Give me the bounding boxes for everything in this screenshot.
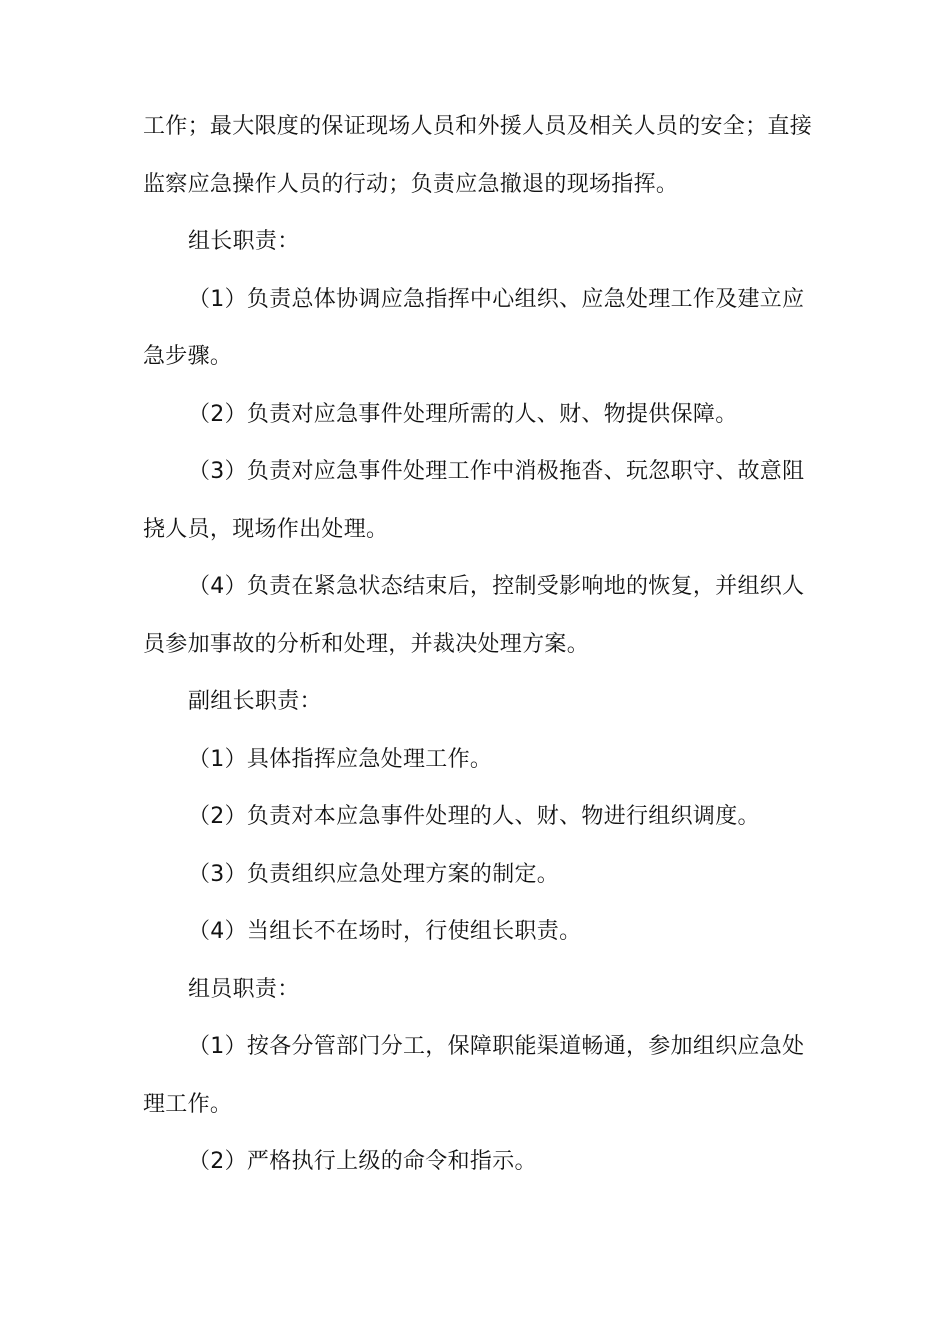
list-item: （3）负责对应急事件处理工作中消极拖沓、玩忽职守、故意阻 (188, 459, 805, 484)
list-item: （2）负责对应急事件处理所需的人、财、物提供保障。 (188, 401, 738, 427)
list-item: （1）按各分管部门分工，保障职能渠道畅通，参加组织应急处 (188, 1034, 805, 1059)
list-item-continuation: 挠人员，现场作出处理。 (143, 516, 389, 542)
list-item: （1）负责总体协调应急指挥中心组织、应急处理工作及建立应 (188, 286, 805, 312)
paragraph-line: 工作；最大限度的保证现场人员和外援人员及相关人员的安全；直接 (143, 114, 813, 139)
document-body (143, 98, 813, 1191)
list-item-continuation: 急步骤。 (143, 344, 233, 369)
section-heading-deputy: 副组长职责： (188, 689, 322, 714)
section-heading-members: 组员职责： (188, 976, 300, 1002)
list-item: （4）负责在紧急状态结束后，控制受影响地的恢复，并组织人 (188, 574, 805, 599)
list-item: （1）具体指挥应急处理工作。 (188, 746, 493, 772)
paragraph-line: 监察应急操作人员的行动；负责应急撤退的现场指挥。 (143, 171, 679, 197)
list-item: （2）严格执行上级的命令和指示。 (188, 1149, 537, 1174)
list-item-continuation: 理工作。 (143, 1091, 233, 1117)
section-heading-leader: 组长职责： (188, 229, 300, 254)
list-item: （3）负责组织应急处理方案的制定。 (188, 861, 560, 887)
list-item-continuation: 员参加事故的分析和处理，并裁决处理方案。 (143, 631, 590, 657)
list-item: （4）当组长不在场时，行使组长职责。 (188, 919, 582, 944)
list-item: （2）负责对本应急事件处理的人、财、物进行组织调度。 (188, 804, 760, 829)
